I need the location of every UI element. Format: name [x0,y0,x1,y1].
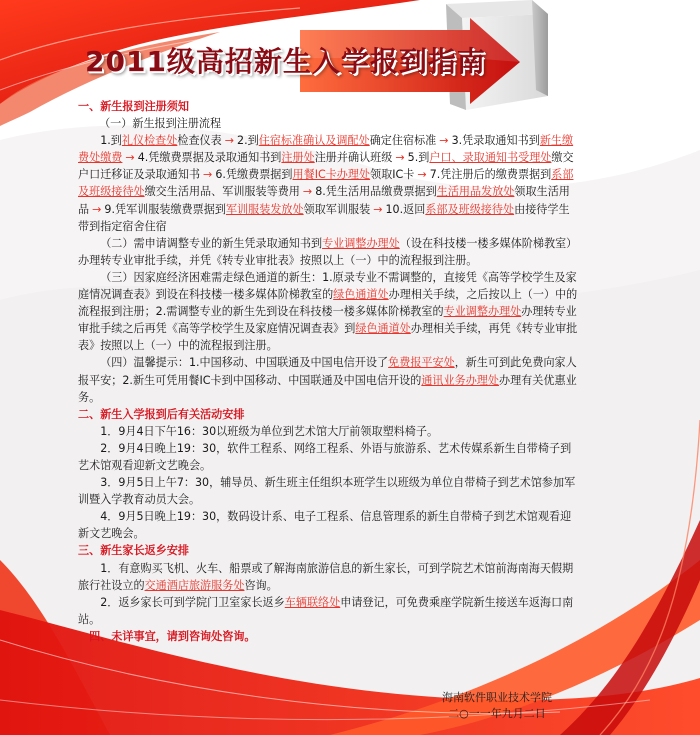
flow-step-text: 2.到 [237,134,259,148]
school-name: 海南软件职业技术学院 [442,691,552,704]
office-highlight: 通讯业务办理处 [421,373,499,387]
flow-arrow-icon: → [373,202,383,216]
flow-step-text: 由接待学生带到指定宿舍住宿 [78,202,570,233]
flow-arrow-icon: → [224,134,235,148]
flow-step-text: 8.凭生活用品缴费票据到 [315,185,437,199]
flow-step-text: 缴交生活用品、军训服装等费用 [144,185,300,199]
office-highlight: 免费报平安处 [388,356,455,370]
activity-item: 3．9月5日上午7：30，辅导员、新生班主任组织本班学生以班级为单位自带椅子到艺术馆参加军训暨入学教育动员大会。 [78,476,576,507]
flow-step-text: 缴交户口迁移证及录取通知书 [78,151,574,182]
flow-step-text: 10.返回 [385,202,426,216]
activity-item: 4．9月5日晚上19：30，数码设计系、电子工程系、信息管理系的新生自带椅子到艺术馆观看迎新文艺晚会。 [78,510,572,541]
guide-body [78,98,578,645]
activity-item: 2．9月4日晚上19：30，软件工程系、网络工程系、外语与旅游系、艺术传媒系新生自带椅子到艺术馆观看迎新文艺晚会。 [78,441,572,472]
office-highlight: 绿色通道处 [333,288,389,302]
page-title: 2011级高招新生入学报到指南 [85,45,486,78]
office-highlight: 交通酒店旅游服务处 [144,578,245,592]
flow-step-text: 9.凭军训服装缴费票据到 [104,202,226,216]
flow-step-text: 3.凭录取通知书到 [451,134,540,148]
flow-step-text: 注册并确认班级 [314,151,393,165]
office-highlight: 专业调整办理处 [443,305,522,319]
text-span: 咨询。 [244,578,278,592]
flow-step-text: 领取军训服装 [303,202,371,216]
flow-step-text: 领取IC卡 [370,168,415,182]
paragraph-transfer [78,235,578,269]
flow-step-place: 新生缴费处缴费 [78,134,574,165]
flow-step-place: 礼仪检查处 [121,134,178,148]
flow-arrow-icon: → [417,168,427,182]
flow-step-place: 注册处 [281,151,315,165]
signature-block [442,690,552,722]
flow-arrow-icon: → [302,185,313,199]
flow-step-text: 5.到 [407,151,430,165]
flow-step-text: 7.凭注册后的缴费票据到 [429,168,552,182]
parent-item-2 [78,594,578,628]
flow-heading: （一）新生报到注册流程 [99,117,222,131]
registration-flow [78,132,578,235]
flow-step-place: 住宿标准确认及调配处 [258,134,370,148]
flow-step-place: 用餐IC卡办理处 [292,168,371,182]
text-span: 1．有意购买飞机、火车、船票或了解海南旅游信息的新生家长，可到学院艺术馆前海南海天假期旅行社设立的 [78,561,574,592]
flow-arrow-icon: → [439,134,449,148]
section-3-heading: 三、新生家长返乡安排 [78,544,189,558]
flow-step-text: 1.到 [100,134,122,148]
flow-arrow-icon: → [92,202,102,216]
text-span: 2．返乡家长可到学院门卫室家长返乡 [100,595,285,609]
paragraph-green-channel [78,269,578,354]
text-span: （四）温馨提示：1.中国移动、中国联通及中国电信开设了 [100,356,389,370]
section-1-heading: 一、新生报到注册须知 [78,100,189,113]
paragraph-tips [78,354,578,405]
activity-item: 1．9月4日下午16：30以班级为单位到艺术馆大厅前领取塑料椅子。 [100,424,439,438]
text-span: 办理相关手续，再凭《转专业审批表》按照以上（一）中的流程报到注册。 [78,322,578,353]
text-span: ，新生可到此免费向家人报平安；2.新生可凭用餐IC卡到中国移动、中国联通及中国电信开设的 [78,356,577,387]
flow-arrow-icon: → [125,151,135,165]
text-span: （二）需申请调整专业的新生凭录取通知书到 [100,236,323,250]
flow-step-place: 生活用品发放处 [436,185,515,199]
office-highlight: 车辆联络处 [284,595,341,609]
office-highlight: 绿色通道处 [355,322,411,336]
section-2-heading: 二、新生入学报到后有关活动安排 [78,407,245,421]
flow-arrow-icon: → [395,151,405,165]
flow-step-place: 军训服装发放处 [225,202,304,216]
flow-step-place: 系部及班级接待处 [425,202,515,216]
text-span: 办理有关优惠业务。 [78,373,577,404]
flow-step-text: 4.凭缴费票据及录取通知书到 [137,151,282,165]
text-span: （设在科技楼一楼多媒体阶梯教室）办理转专业审批手续，并凭《转专业审批表》按照以上（一）中的流程报到注册。 [78,236,578,267]
signature-date: 二○一一年九月二日 [448,707,546,720]
flow-step-text: 领取生活用品 [78,185,570,216]
flow-step-place: 系部及班级接待处 [78,168,574,199]
section-4-heading: 四、未详事宜，请到咨询处咨询。 [89,629,256,643]
text-span: 办理相关手续，之后按以上（一）中的流程报到注册；2.需调整专业的新生先到设在科技楼一楼多媒体阶梯教室的 [78,288,578,319]
parent-item-1 [78,560,578,594]
office-highlight: 专业调整办理处 [322,236,400,250]
text-span: 办理转专业审批手续之后再凭《高等学校学生及家庭情况调查表》到 [78,305,577,336]
flow-step-text: 检查仪表 [177,134,222,148]
flow-arrow-icon: → [203,168,213,182]
flow-step-place: 户口、录取通知书受理处 [429,151,552,165]
text-span: 申请登记，可免费乘座学院新生接送车返海口南站。 [78,595,574,626]
flow-step-text: 6.凭缴费票据到 [215,168,293,182]
text-span: （三）因家庭经济困难需走绿色通道的新生：1.原录专业不需调整的，直接凭《高等学校学生及家庭情况调查表》到设在科技楼一楼多媒体阶梯教室的 [78,270,577,302]
flow-step-text: 确定住宿标准 [369,134,437,148]
